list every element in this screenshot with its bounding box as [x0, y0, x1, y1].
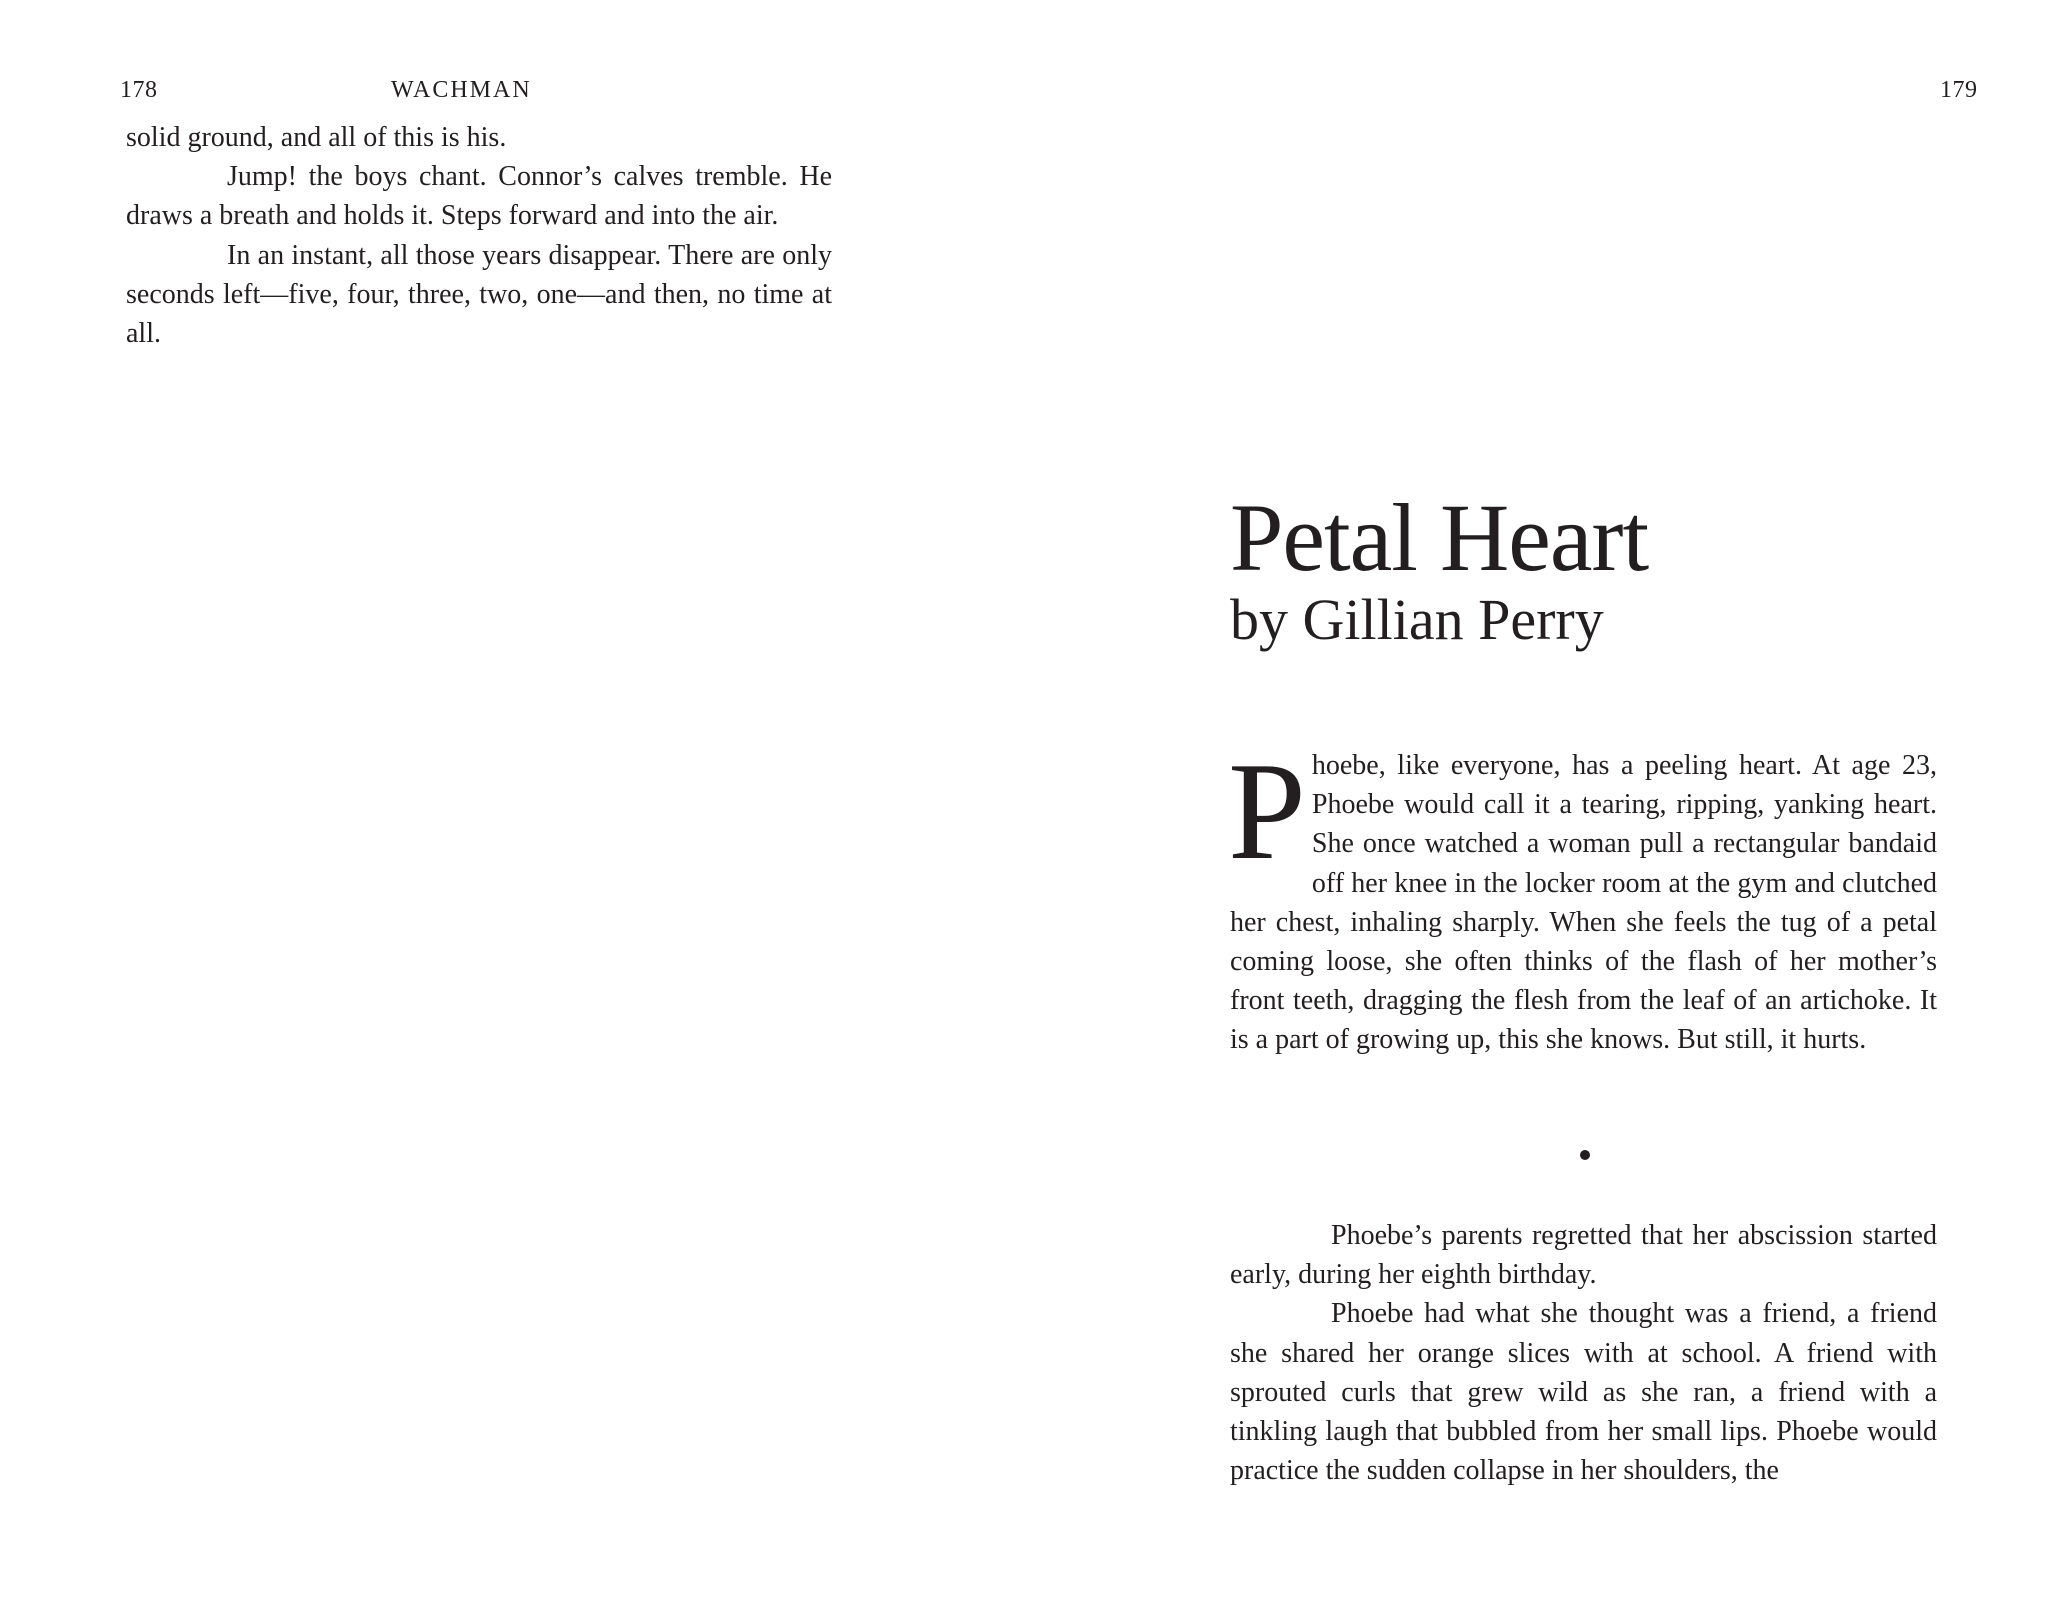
- paragraph: solid ground, and all of this is his.: [126, 122, 507, 153]
- opening-paragraph-text: hoebe, like everyone, has a peeling heart. At age 23, Phoebe would call it a tearing, ripping, yanking heart. She once watched a woman pull a rectangular bandaid off her knee in the locker room at the gym and clutched her chest, inhaling sharply. When she feels the tug of a petal coming loose, she often thinks of the flash of her mother’s front teeth, dragging the flesh from the leaf of an artichoke. It is a part of growing up, this she knows. But still, it hurts.: [1230, 750, 1937, 1056]
- paragraph: Phoebe had what she thought was a friend, a friend she shared her orange slices with at school. A friend with sprouted curls that grew wild as she ran, a friend with a tinkling laugh that bubbled from her small lips. Phoebe would practice the sudden collapse in her shoulders, the: [1230, 1298, 1937, 1487]
- paragraph: In an instant, all those years disappear. There are only seconds left—five, four, three, two, one—and then, no time at all.: [126, 239, 832, 350]
- running-head-author: WACHMAN: [391, 77, 532, 103]
- opening-paragraph: [1228, 734, 1937, 1060]
- page-number-left: 178: [120, 77, 158, 103]
- page-number-right: 179: [1940, 77, 1978, 103]
- paragraph: Phoebe’s parents regretted that her abscission started early, during her eighth birthday.: [1230, 1220, 1937, 1291]
- right-page-text: [1230, 1216, 1937, 1490]
- opening-paragraph-block: [1228, 734, 1937, 1060]
- drop-cap: P: [1228, 734, 1306, 889]
- left-page-text: [126, 118, 832, 353]
- story-title: Petal Heart: [1230, 484, 1649, 591]
- section-break-dot: [1580, 1150, 1590, 1160]
- story-byline: by Gillian Perry: [1230, 587, 1604, 652]
- right-page: [1024, 0, 2048, 1598]
- paragraph: Jump! the boys chant. Connor’s calves tremble. He draws a breath and holds it. Steps forward and into the air.: [126, 161, 832, 232]
